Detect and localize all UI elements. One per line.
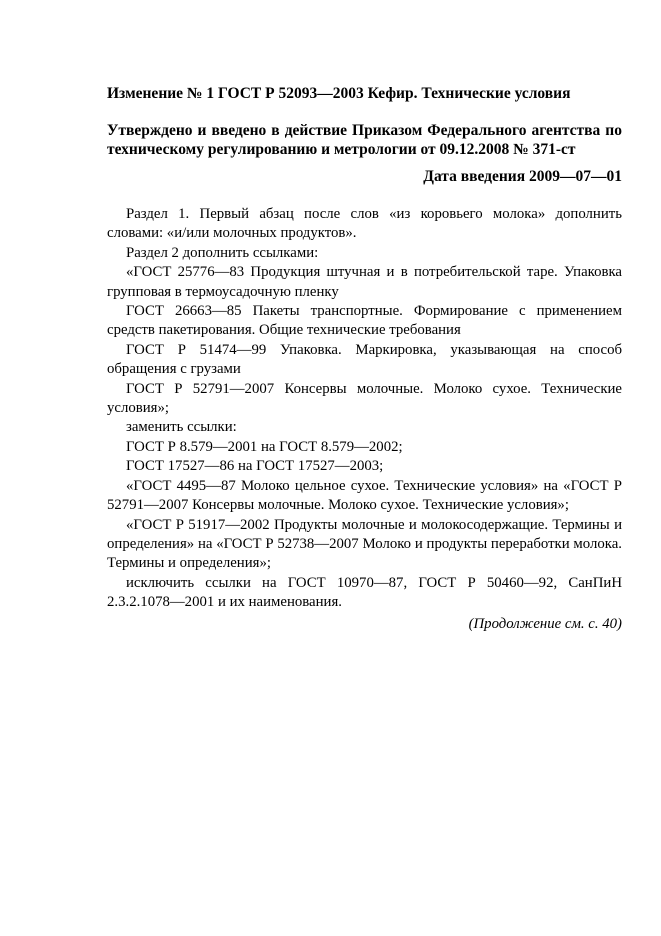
document-body	[107, 205, 622, 634]
paragraph-ref-gost-25776: «ГОСТ 25776—83 Продукция штучная и в потребительской таре. Упаковка групповая в термоусадочную пленку	[107, 264, 622, 300]
paragraph-section-2-intro: Раздел 2 дополнить ссылками:	[126, 244, 319, 261]
effective-date: Дата введения 2009—07—01	[423, 168, 622, 185]
paragraph-replace-51917: «ГОСТ Р 51917—2002 Продукты молочные и молокосодержащие. Термины и определения» на «ГОСТ Р 52738—2007 Молоко и продукты переработки молока. Термины и определения»;	[107, 516, 622, 572]
continuation-note: (Продолжение см. с. 40)	[468, 615, 622, 632]
paragraph-replace-intro: заменить ссылки:	[126, 419, 237, 436]
document-title: Изменение № 1 ГОСТ Р 52093—2003 Кефир. Технические условия	[107, 85, 571, 102]
approval-statement: Утверждено и введено в действие Приказом Федерального агентства по техническому регулированию и метрологии от 09.12.2008 № 371-ст	[107, 122, 622, 158]
paragraph-replace-8579: ГОСТ Р 8.579—2001 на ГОСТ 8.579—2002;	[126, 438, 403, 455]
paragraph-ref-gost-26663: ГОСТ 26663—85 Пакеты транспортные. Формирование с применением средств пакетирования. Общие технические требования	[107, 303, 622, 339]
paragraph-replace-17527: ГОСТ 17527—86 на ГОСТ 17527—2003;	[126, 458, 384, 475]
document-page	[107, 84, 622, 634]
paragraph-ref-gost-52791: ГОСТ Р 52791—2007 Консервы молочные. Молоко сухое. Технические условия»;	[107, 380, 622, 417]
paragraph-exclude-refs: исключить ссылки на ГОСТ 10970—87, ГОСТ Р 50460—92, СанПиН 2.3.2.1078—2001 и их наименования.	[107, 574, 622, 611]
paragraph-section-1: Раздел 1. Первый абзац после слов «из коровьего молока» дополнить словами: «и/или молочных продуктов».	[107, 206, 622, 242]
paragraph-replace-4495: «ГОСТ 4495—87 Молоко цельное сухое. Технические условия» на «ГОСТ Р 52791—2007 Консервы молочные. Молоко сухое. Технические условия»;	[107, 477, 622, 514]
paragraph-ref-gost-51474: ГОСТ Р 51474—99 Упаковка. Маркировка, указывающая на способ обращения с грузами	[107, 341, 622, 378]
